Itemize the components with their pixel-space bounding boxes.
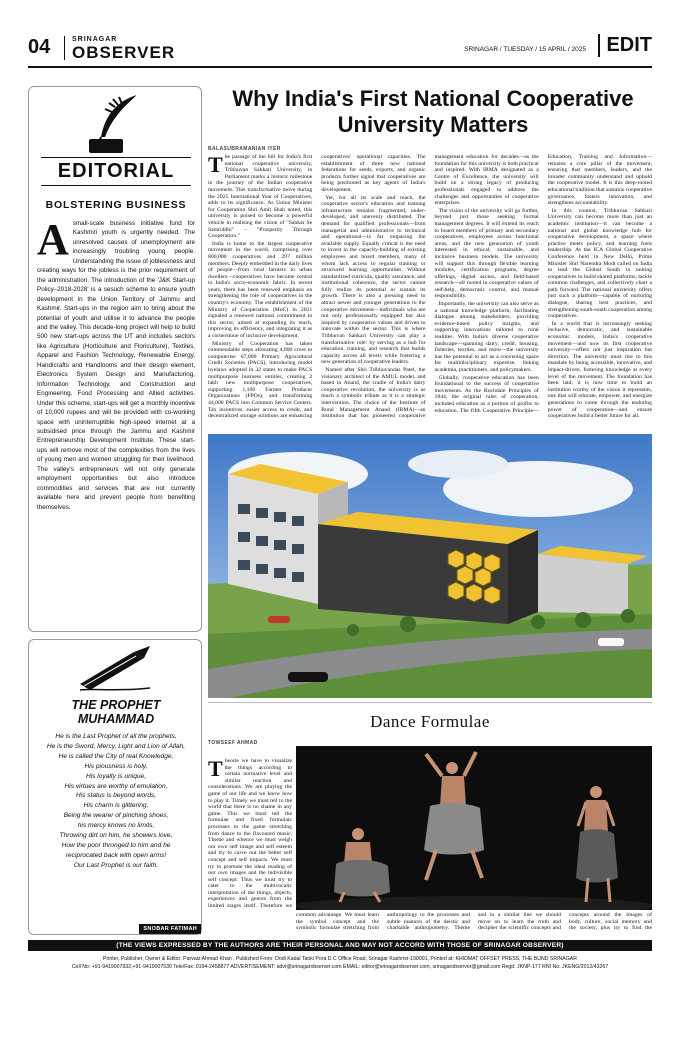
poem-title: THE PROPHET MUHAMMAD	[71, 698, 161, 726]
poem-line: His virtues are worthy of emulation,	[64, 782, 168, 790]
poem-line: Throwing dirt on him, he showers love,	[59, 832, 173, 840]
pen-icon	[74, 644, 156, 694]
article-byline: BALASUBRAMANIAN IYER	[208, 146, 281, 152]
dance-text: heorie we have to visualize the things according to certain normative level and similar reaction and considerations. We are playing the game of our life and we know how to play it. Timely we must tell to the world that there is no shame in any game. This we must tell the formulae and fixed formulaic processes to the game stretching from dance to the flavoured music. Theme and whence we must weigh our own self image and self esteem and try to carve out the better self concept and self impacts. We must try to promote the ideal reading of our own images and the indivisible self concept. Thus we must try to cater to the multivocalic interpretation of the things, objects, experiences and genres from the limited stages itself. Therefore we	[208, 758, 292, 908]
article-paragraph: In this context, Tribhuvan Sahkari University can become more than just an academic institution—it can become a national and global knowledge hub for cooperative development, a space where practice meets policy, and learning fuels leadership. At the ICA Global Cooperative Conference held in New Delhi, Prime Minister Shri Narendra Modi called on India to lead the Global South in uniting cooperatives to build shared platforms, tackle common challenges, and collectively chart a path forward. The national university offers just such a platform—capable of nurturing dialogue, sharing best practices, and strengthening south-south cooperation among cooperatives.	[547, 207, 652, 320]
dance-body-continued: common advantage. We must learn the symbol concept and the symbolic formulae stretching from anthropology to the processes and subtle nuances of the deistic and charitable anthropometry. Theme and in a similar line we should move on to learn the truth and decipher the scientific concepts and concepts around the images of body, culture, social memory and the society, plus try to find the	[296, 912, 652, 932]
article-paragraph: Yet, for all its scale and reach, the cooperative sector's education and training infrastructure remains fragmented, under-developed, and unevenly distributed. The demand for qualified professionals—from managerial and administrative to technical and operational—is far outpacing the available supply. Equally critical is the need to invest in the capacity-building of existing employees and board members, many of whom lack access to regular training or structured learning opportunities. Without standardized curricula, quality assurance, and institutional coherence, the sector cannot fully realize its potential or sustain its growth. There is also a pressing need to attract newer and younger generations to the cooperative movement—individuals who are not only professionally equipped but also inspired by cooperative values and driven to innovate within the sector. This is where Tribhuvan Sahkari University can play a transformative role: by serving as a hub for education, training, and research that builds capacity across all levels while fostering a new generation of cooperative leaders.	[321, 194, 426, 366]
masthead	[28, 34, 652, 64]
editorial-title: BOLSTERING BUSINESS	[45, 199, 187, 211]
article-paragraph	[208, 154, 312, 240]
poem-line: reciprocated back with open arms!	[65, 851, 167, 859]
poem-line: He is the Sword, Mercy, Light and Lion of Allah,	[46, 742, 186, 750]
imprint-contact: Cell No: +91-9419007932,+91-9419007530 Tele/Fax: 0194-2458877 ADVERTISEMENT: advt@srinagarobserver.com EMAIL: editor@srinagarobserver.com, srinagarobserver@gmail.com Regd: JKNP-177 RNI No: JKENG/2012/43267	[71, 963, 609, 970]
masthead-rule	[28, 66, 652, 68]
article-headline: Why India's First National Cooperative University Matters	[232, 86, 634, 137]
poem-author: SNOBAR FATIMAH	[139, 924, 201, 934]
dance-body	[208, 758, 292, 908]
dateline: SRINAGAR / TUESDAY / 15 APRIL / 2025	[464, 46, 586, 53]
poem-line: How the poor thronged to him and he	[61, 841, 171, 849]
poem-line: His loyalty is unique,	[85, 772, 147, 780]
article-paragraph: Named after Shri Tribhuvandas Patel, the visionary architect of the AMUL model, and based in Anand, the cradle of India's dairy cooperative revolution, the university is as much a symbolic tribute as it is a strategic intervention. The choice of the Institute of Rural Management Anand (IRMA)—an institution that has pioneered cooperative management education for decades—as the foundation for this university is both practical and inspired. With IRMA designated as a Centre of Excellence, the university will build on a strong legacy of producing professionals engaged to address the challenges and opportunities of cooperative enterprises.	[321, 154, 539, 420]
poem-line: He is called the City of real Knowledge,	[58, 752, 174, 760]
poem-line: Being the wearer of pinching shoes,	[63, 812, 169, 820]
article-paragraph: India is home to the largest cooperative movement in the world, comprising over 800,000 cooperatives and 297 million members. Deeply embedded in the daily lives of people—from rural farmers to urban dwellers—cooperatives have become central to India's socio-economic fabric. In recent years, there has been renewed emphasis on strengthening the role of cooperatives in the country's economy. The establishment of the Ministry of Cooperation (MoC) in 2021 signaled a renewed national commitment to this sector, aimed at expanding its reach, improving its efficiency, and integrating it as a cornerstone of inclusive development.	[208, 240, 313, 340]
newspaper-logo	[72, 36, 175, 63]
poem-line: Our Last Prophet is our faith.	[73, 861, 159, 869]
article-paragraph: Importantly, the university can also serve as a national knowledge platform, facilitating dialogue among stakeholders, providing evidence-based policy insights, and supporting innovations tailored to rural realities. With India's diverse cooperative landscape—spanning dairy, credit, housing, fisheries, textiles, and more—the university has the potential to act as a convening space for multidisciplinary expertise, linking academia, practitioners, and policymakers.	[434, 301, 539, 373]
campus-illustration	[208, 434, 652, 698]
poem-line: his mercy knows no limits,	[77, 822, 155, 830]
page-number: 04	[28, 36, 51, 58]
article-body	[208, 154, 652, 430]
editorial-dropcap: A	[37, 215, 69, 264]
poem-line: His charm is glittering,	[83, 802, 149, 810]
article-paragraph: In a world that is increasingly seeking inclusive, democratic, and sustainable economic models, India's cooperative movement—and now its first cooperative university—offers not just inspiration but direction. The university must rise to this mandate by being accessible, innovative, and impact-driven, fostering knowledge at every level of the movement. The foundation has been laid; it is now time to build an institution worthy of the vision it represents, one that will educate, empower, and energize generations to come through the enduring power of cooperation—and ensure cooperatives build a better future for all.	[547, 320, 652, 420]
editorial-body	[37, 215, 195, 512]
quill-icon	[87, 93, 145, 155]
masthead-divider	[64, 36, 65, 60]
editorial-text: small-scale business initiative fund for Kashmiri youth is urgently needed. The unresolved causes of unemployment are increasingly troubling young people. Understanding the issue of joblessness and creating ways for the jobless is the prior requirement of the administration. The introduction of the 'J&K Start-up Policy–2018-2028' is a sesuch scheme to ensure youth development in the Union Territory of Jammu and Kashmir. Start-ups in the region aim to bring about the potential of youth and utilise it to advance the people and the valley. This decade-long project will help to build 500 new start-ups across the UT and includes sectors like Agriculture (Horticulture and Floriculture), Textiles, Apparel and Fashion Technology, Renewable Energy, Handicrafts and Handlooms and their design element, Electronics System Design and Manufacturing, Information Technology, and Construction and Engineering, Food Processing and Allied activities. Under this scheme, start-ups will get a monthly incentive of 10,000 rupees and will be provided with co-working space with uninterruptible high-speed internet at a subsidised price through the Jammu and Kashmir Entrepreneurship Development Institute. These start-ups will remove most of the complexities from the lives of young men and women struggling for their livelihood. The valley's entrepreneurs will not only generate employment opportunities but also introduce commodities and services that are not currently available here and prevent people from benefiting themselves.	[37, 220, 195, 511]
poem-line: His piousness is holy,	[84, 762, 148, 770]
editorial-box	[28, 86, 202, 632]
logo-name: OBSERVER	[72, 43, 176, 62]
article-paragraph-text: he passage of the bill for India's first national cooperative university, Tribhuvan Sahkari University, in Parliament marks a historic milestone in the journey of the Indian cooperative movement. This transformative move during the 2025 International Year of Cooperatives, adds to its significance. As Union Minister for Cooperation Shri Amit Shah noted, this university is poised to become a powerful vehicle in realising the vision of "Sahkar Se Samriddhi" – "Prosperity Through Cooperation."	[208, 154, 313, 240]
section-label: EDIT	[598, 34, 652, 57]
imprint-publisher: Printer, Publisher, Owner & Editor: Parvaiz Ahmad Khan , Published From: Dodi Kadal Tanki Pora D.C Office Road, Srinagar Kashmir-190001, Printed at: KHIDMAT OFFSET PRESS, THE BUND SRINAGAR	[103, 956, 577, 962]
disclaimer-bar: (THE VIEWS EXPRESSED BY THE AUTHORS ARE THEIR PERSONAL AND MAY NOT ACCORD WITH THOSE OF SRINAGAR OBSERVER)	[28, 940, 652, 951]
dance-byline: TOWSEEF AHMAD	[208, 740, 258, 746]
poem-line: He is the Last Prophet of all the prophets,	[55, 733, 177, 740]
poem-lines	[35, 732, 197, 871]
logo-city: SRINAGAR	[72, 36, 118, 43]
dance-headline: Dance Formulae	[370, 712, 490, 731]
article-dropcap: T	[208, 154, 223, 177]
section-divider	[208, 702, 652, 703]
imprint-line	[28, 956, 652, 971]
poem-line: His status is beyond words,	[75, 792, 157, 800]
dance-photo	[296, 746, 652, 910]
article-paragraph: Ministry of Cooperation has taken commendable steps allocating 4,000 crore to computerise 67,000 Primary Agricultural Credit Societies (PACS), introducing model byelaws adopted in 32 states to make PACS multipurpose business entities, creating 2 lakh new multipurpose cooperatives, supporting 1,100 Farmer Producer Organizations (FPOs), and transforming 44,000 PACS into Common Service Centers. Tax incentives, easier access to credit, and decentralized storage solutions are enhancing cooperatives' operational capacities. The establishment of three new national federations for seeds, exports, and organic products further signal that cooperatives are being positioned as key agents of India's development.	[208, 154, 426, 420]
article-paragraph: Globally, cooperative education has been foundational to the success of cooperative movements. As the Rochdale Principles of 1844, the original rules of cooperation, included education as a portion of profits to education. The fifth Cooperative Principle—Education, Training and Information—remains a core pillar of the movement, ensuring that members, leaders, and the broader community understand and uphold the cooperative model. It is this deep-rooted educational tradition that sustains cooperative governance, fosters innovation, and strengthens accountability.	[434, 154, 652, 414]
article-paragraph: The vision of the university will go further, beyond just those seeking formal management degrees. It will extend its reach to board members of primary and secondary cooperatives, employees across functional areas, and the new generation of youth interested in ethical, sustainable, and inclusive business models. The university will support this through flexible learning modules, certification programs, degree offerings, digital access, and field-based research—all rooted in cooperative values of self-help, democratic control, and mutual responsibility.	[434, 207, 539, 300]
editorial-heading: EDITORIAL	[41, 157, 191, 186]
dance-dropcap: T	[208, 758, 223, 781]
poem-box	[28, 639, 202, 935]
